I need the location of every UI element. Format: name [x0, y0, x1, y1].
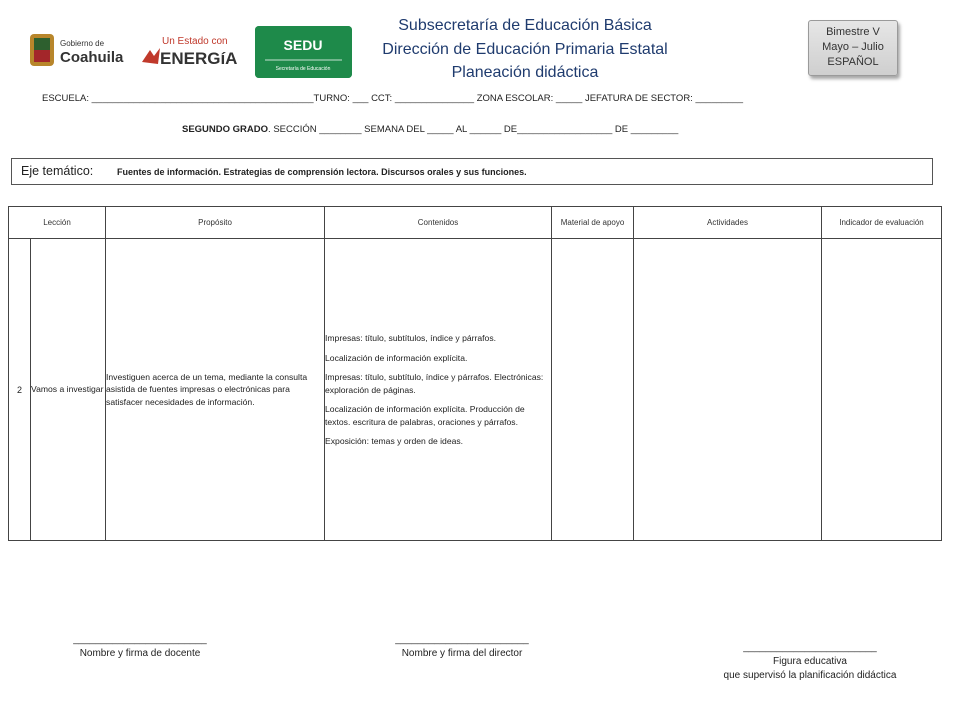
eje-tematico-label: Eje temático:: [21, 164, 94, 178]
signature-line: ________________________: [73, 634, 207, 645]
lesson-purpose: Investiguen acerca de un tema, mediante la consulta asistida de fuentes impresas o electrónicas para satisfacer necesidades de información.: [106, 239, 325, 541]
signature-line: ________________________: [743, 642, 877, 653]
grado-field-line: [182, 124, 678, 135]
header-actividades: Actividades: [634, 207, 822, 239]
eje-tematico-text: Fuentes de información. Estrategias de comprensión lectora. Discursos orales y sus funciones.: [117, 167, 527, 177]
bimestre-subject: ESPAÑOL: [827, 56, 879, 68]
bimestre-label: Bimestre V: [826, 26, 880, 38]
title-direccion: Dirección de Educación Primaria Estatal: [382, 41, 668, 58]
coahuila-government-logo: [28, 30, 132, 74]
signature-figura-educativa: [690, 641, 930, 683]
grado-rest: . SECCIÓN ________ SEMANA DEL _____ AL ______ DE__________________ DE _________: [268, 124, 679, 135]
lesson-number: 2: [9, 239, 31, 541]
table-row: [9, 239, 942, 541]
coahuila-logo-top: Gobierno de: [60, 39, 105, 48]
signature-label-2: que supervisó la planificación didáctica: [723, 670, 897, 681]
signature-line: ________________________: [395, 634, 529, 645]
title-subsecretaria: Subsecretaría de Educación Básica: [398, 17, 652, 34]
header-proposito: Propósito: [106, 207, 325, 239]
escuela-field-line: ESCUELA: __________________________________________TURNO: ___ CCT: _______________ ZONA ESCOLAR: _____ JEFATURA DE SECTOR: _________: [42, 93, 744, 104]
estado-con-energia-logo: [140, 28, 240, 74]
planning-table: [8, 206, 942, 541]
content-item: Impresas: título, subtítulo, índice y párrafos. Electrónicas: exploración de páginas.: [325, 372, 544, 395]
header-contenidos: Contenidos: [325, 207, 552, 239]
content-item: Localización de información explícita.: [325, 352, 468, 363]
table-header-row: [9, 207, 942, 239]
title-planeacion: Planeación didáctica: [451, 64, 599, 81]
header-indicador: Indicador de evaluación: [822, 207, 942, 239]
grado-label: SEGUNDO GRADO: [182, 124, 269, 135]
lesson-name: Vamos a investigar: [31, 239, 106, 541]
signature-director: [372, 633, 552, 661]
signature-docente: [50, 633, 230, 661]
sedu-logo-sub: Secretaría de Educación: [275, 66, 331, 72]
lesson-contents: [325, 239, 552, 541]
header-material: Material de apoyo: [552, 207, 634, 239]
header-leccion: Lección: [9, 207, 106, 239]
bimestre-months: Mayo – Julio: [822, 41, 884, 53]
material-cell[interactable]: [552, 239, 634, 541]
signature-label: Nombre y firma de docente: [79, 648, 201, 659]
content-item: Exposición: temas y orden de ideas.: [325, 436, 464, 447]
evaluation-cell[interactable]: [822, 239, 942, 541]
content-item: Impresas: título, subtítulos, índice y párrafos.: [325, 333, 497, 344]
sedu-logo-name: SEDU: [283, 37, 323, 53]
bimestre-badge: [808, 20, 898, 76]
content-item: Localización de información explícita. Producción de textos. escritura de palabras, oraciones y párrafos.: [325, 404, 525, 427]
energia-logo-name: ENERGíA: [160, 49, 238, 68]
activities-cell[interactable]: [634, 239, 822, 541]
signature-label: Nombre y firma del director: [401, 648, 523, 659]
coahuila-logo-name: Coahuila: [60, 49, 124, 66]
signature-label: Figura educativa: [773, 656, 847, 667]
energia-logo-top: Un Estado con: [162, 36, 228, 47]
